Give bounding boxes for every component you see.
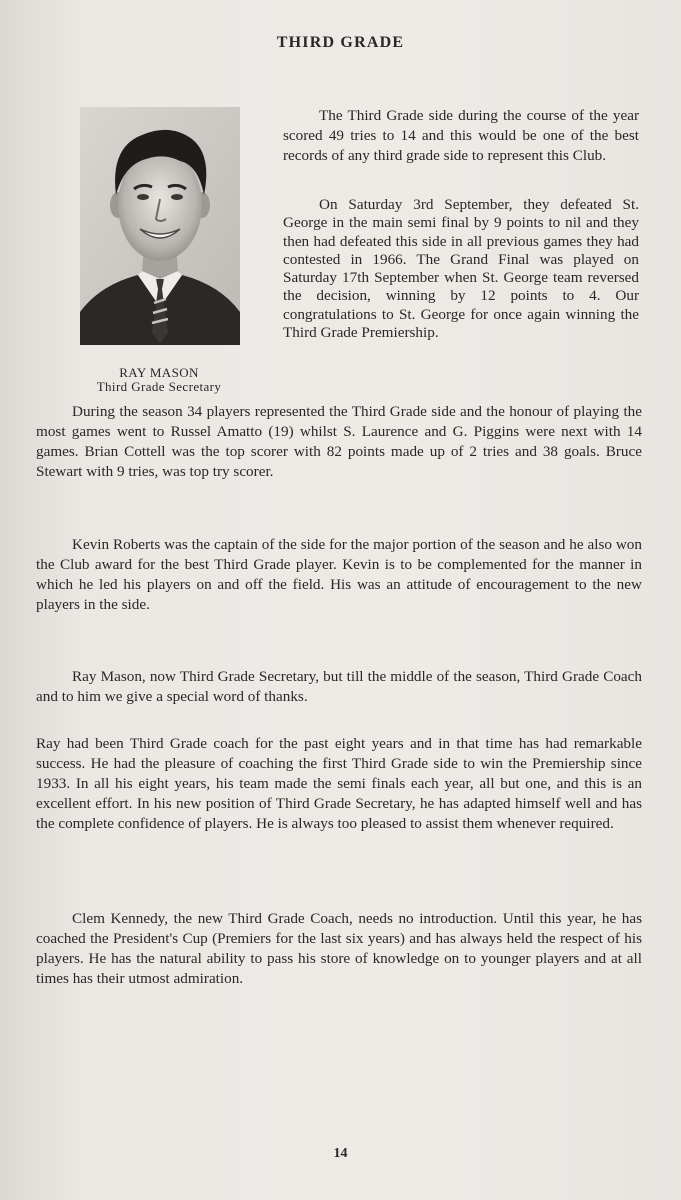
caption-role: Third Grade Secretary <box>96 379 222 394</box>
portrait-image <box>80 107 240 345</box>
paragraph-6: Ray had been Third Grade coach for the past eight years and in that time has had remarkable success. He had the pleasure of coaching the first Third Grade side to win the Premiership since 1933. In all his eight years, his team made the semi finals each year, all but one, and this is an excellent effort. In his new position of Third Grade Secretary, he has adapted himself well and has the complete confidence of players. He is always too pleased to assist them whenever required. <box>36 735 642 832</box>
paragraph-3: During the season 34 players represented the Third Grade side and the honour of playing the most games went to Russel Amatto (19) whilst S. Laurence and G. Piggins were next with 14 games. Brian Cottell was the top scorer with 82 points made up of 2 tries and 38 goals. Bruce Stewart with 9 tries, was top try scorer. <box>36 403 642 480</box>
paragraph-4: Kevin Roberts was the captain of the side for the major portion of the season and he also won the Club award for the best Third Grade player. Kevin is to be complemented for the manner in which he led his players on and off the field. His was an attitude of encouragement to the new players in the side. <box>36 536 642 613</box>
paragraph-1: The Third Grade side during the course of the year scored 49 tries to 14 and this would be one of the best records of any third grade side to represent this Club. <box>283 107 639 164</box>
paragraph-2: On Saturday 3rd September, they defeated St. George in the main semi final by 9 points to nil and they then had defeated this side in all previous games they had contested in 1966. The Grand Final was played on Saturday 17th September when St. George team reversed the decision, winning by 12 points to 4. Our congratulations to St. George for once again winning the Third Grade Premiership. <box>283 196 639 342</box>
paragraph-7: Clem Kennedy, the new Third Grade Coach, needs no introduction. Until this year, he has coached the President's Cup (Premiers for the last six years) and has always held the respect of his players. He has the natural ability to pass his store of knowledge on to younger players and at all times has their utmost admiration. <box>36 910 642 987</box>
paragraph-5: Ray Mason, now Third Grade Secretary, but till the middle of the season, Third Grade Coach and to him we give a special word of thanks. <box>36 668 642 705</box>
page-number: 14 <box>333 1146 348 1161</box>
photo-caption <box>66 366 252 394</box>
portrait-photo <box>80 107 240 345</box>
caption-name: RAY MASON <box>119 365 199 380</box>
page-title: THIRD GRADE <box>276 34 405 51</box>
